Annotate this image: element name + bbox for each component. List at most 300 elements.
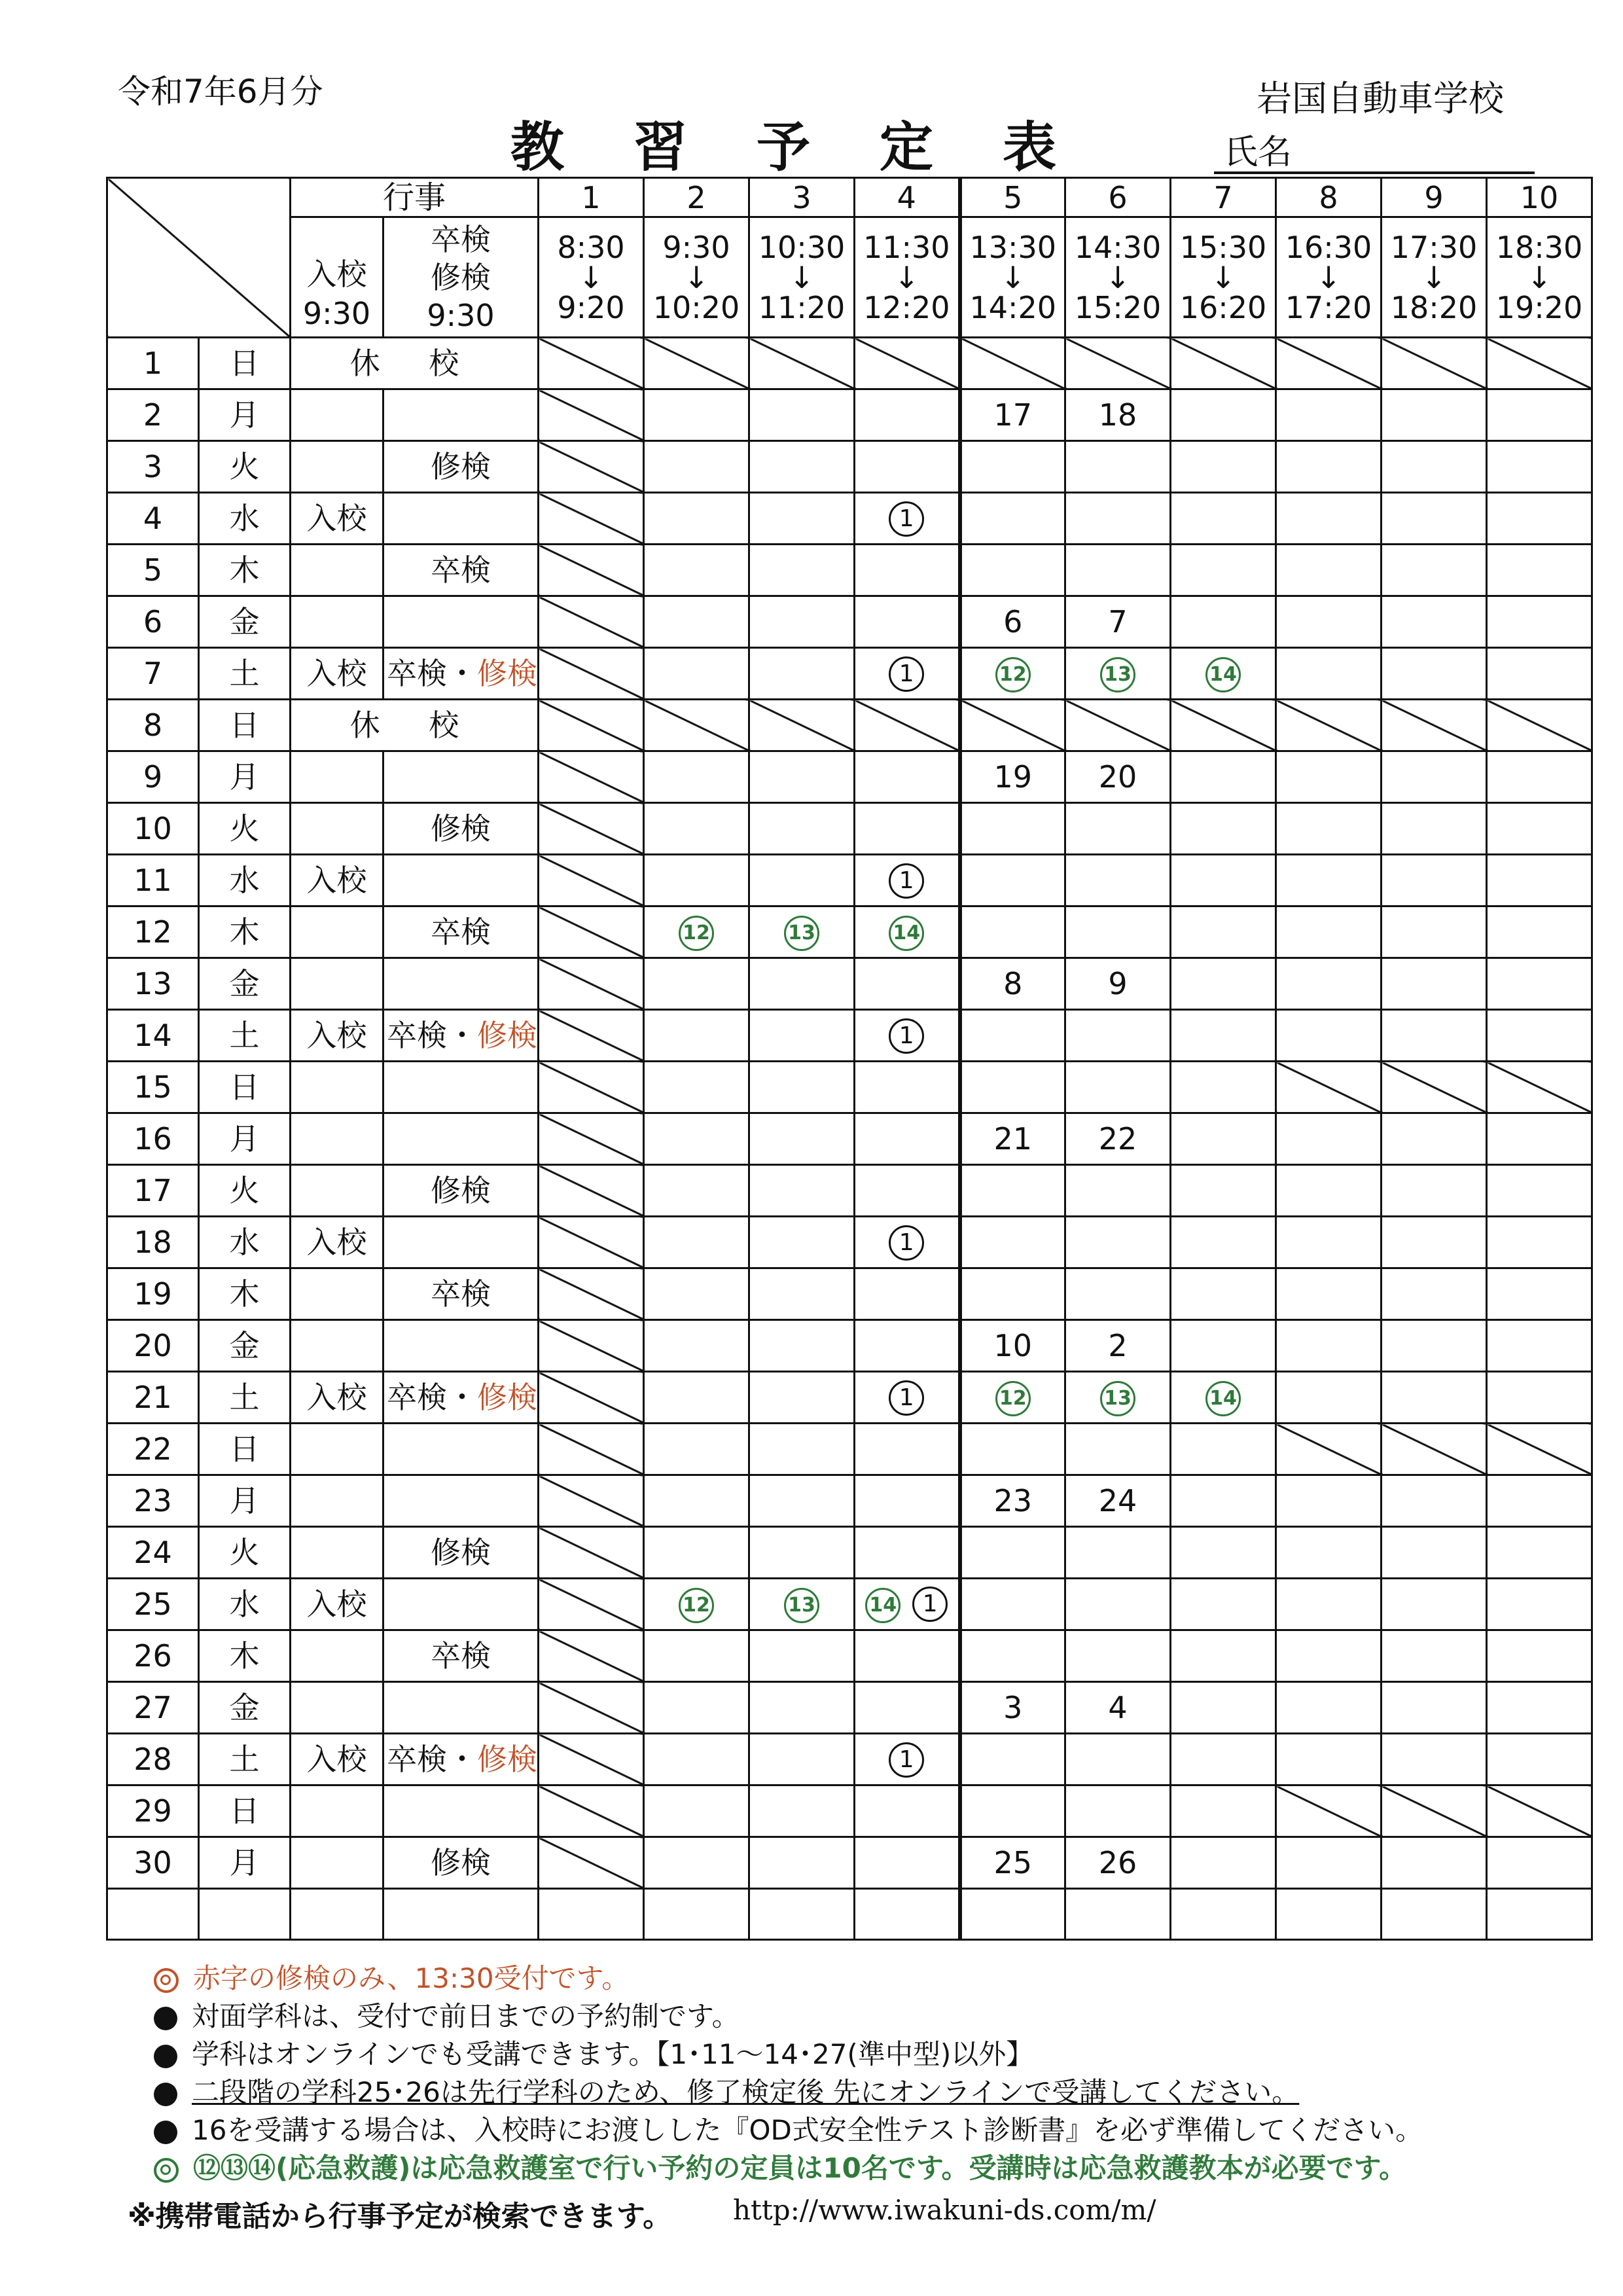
lesson-cell[interactable]	[1487, 1424, 1592, 1475]
lesson-cell[interactable]	[644, 1527, 749, 1579]
lesson-cell[interactable]	[1382, 389, 1487, 441]
lesson-cell[interactable]	[855, 1785, 960, 1837]
lesson-cell[interactable]	[644, 1113, 749, 1165]
lesson-cell[interactable]	[749, 1424, 855, 1475]
lesson-cell[interactable]	[1382, 1010, 1487, 1062]
lesson-cell[interactable]	[644, 1268, 749, 1320]
lesson-cell[interactable]	[644, 1217, 749, 1268]
lesson-cell[interactable]	[1065, 389, 1171, 441]
lesson-cell[interactable]	[1382, 803, 1487, 855]
lesson-cell[interactable]	[1065, 1062, 1171, 1113]
lesson-cell[interactable]	[1276, 855, 1382, 906]
lesson-cell[interactable]	[1487, 958, 1592, 1010]
lesson-cell[interactable]	[539, 1372, 644, 1424]
lesson-cell[interactable]	[960, 803, 1065, 855]
lesson-cell[interactable]	[1065, 1165, 1171, 1217]
lesson-cell[interactable]	[1171, 1372, 1276, 1424]
lesson-cell[interactable]	[644, 803, 749, 855]
lesson-cell[interactable]	[1171, 596, 1276, 648]
lesson-cell[interactable]	[749, 1372, 855, 1424]
lesson-cell[interactable]	[1382, 1165, 1487, 1217]
lesson-cell[interactable]	[1487, 1268, 1592, 1320]
lesson-cell[interactable]	[1065, 1527, 1171, 1579]
lesson-cell[interactable]	[1487, 1113, 1592, 1165]
lesson-cell[interactable]	[539, 906, 644, 958]
lesson-cell[interactable]	[1487, 1475, 1592, 1527]
lesson-cell[interactable]	[539, 596, 644, 648]
lesson-cell[interactable]	[855, 389, 960, 441]
lesson-cell[interactable]	[644, 596, 749, 648]
lesson-cell[interactable]	[644, 648, 749, 700]
lesson-cell[interactable]	[644, 1682, 749, 1734]
lesson-cell[interactable]	[1171, 1475, 1276, 1527]
lesson-cell[interactable]	[749, 1579, 855, 1630]
lesson-cell[interactable]	[1171, 1010, 1276, 1062]
lesson-cell[interactable]	[1065, 1372, 1171, 1424]
lesson-cell[interactable]	[960, 1734, 1065, 1785]
lesson-cell[interactable]	[1382, 1217, 1487, 1268]
lesson-cell[interactable]	[1487, 389, 1592, 441]
lesson-cell[interactable]	[749, 1734, 855, 1785]
lesson-cell[interactable]	[1065, 1630, 1171, 1682]
lesson-cell[interactable]	[749, 906, 855, 958]
lesson-cell[interactable]	[644, 441, 749, 493]
lesson-cell[interactable]	[1382, 1579, 1487, 1630]
lesson-cell[interactable]	[539, 493, 644, 545]
lesson-cell[interactable]	[539, 1682, 644, 1734]
lesson-cell[interactable]	[1171, 1682, 1276, 1734]
lesson-cell[interactable]	[749, 958, 855, 1010]
lesson-cell[interactable]	[1276, 1010, 1382, 1062]
lesson-cell[interactable]	[1276, 441, 1382, 493]
lesson-cell[interactable]	[855, 1579, 960, 1630]
lesson-cell[interactable]	[749, 1113, 855, 1165]
lesson-cell[interactable]	[1065, 1475, 1171, 1527]
lesson-cell[interactable]	[1276, 1113, 1382, 1165]
lesson-cell[interactable]	[855, 1424, 960, 1475]
lesson-cell[interactable]	[539, 1062, 644, 1113]
lesson-cell[interactable]	[539, 1630, 644, 1682]
lesson-cell[interactable]	[1487, 1837, 1592, 1889]
lesson-cell[interactable]	[1065, 1734, 1171, 1785]
lesson-cell[interactable]	[960, 855, 1065, 906]
lesson-cell[interactable]	[1382, 1372, 1487, 1424]
lesson-cell[interactable]	[1276, 1424, 1382, 1475]
lesson-cell[interactable]	[539, 855, 644, 906]
lesson-cell[interactable]	[644, 1320, 749, 1372]
lesson-cell[interactable]	[749, 1062, 855, 1113]
lesson-cell[interactable]	[539, 958, 644, 1010]
lesson-cell[interactable]	[1276, 389, 1382, 441]
lesson-cell[interactable]	[960, 751, 1065, 803]
lesson-cell[interactable]	[1171, 1527, 1276, 1579]
lesson-cell[interactable]	[1276, 338, 1382, 389]
lesson-cell[interactable]	[644, 700, 749, 751]
lesson-cell[interactable]	[539, 1785, 644, 1837]
lesson-cell[interactable]	[960, 906, 1065, 958]
lesson-cell[interactable]	[1171, 803, 1276, 855]
lesson-cell[interactable]	[1171, 1268, 1276, 1320]
lesson-cell[interactable]	[1171, 1630, 1276, 1682]
lesson-cell[interactable]	[855, 648, 960, 700]
lesson-cell[interactable]	[749, 1837, 855, 1889]
lesson-cell[interactable]	[960, 545, 1065, 596]
lesson-cell[interactable]	[1171, 958, 1276, 1010]
lesson-cell[interactable]	[960, 1785, 1065, 1837]
lesson-cell[interactable]	[1065, 1268, 1171, 1320]
lesson-cell[interactable]	[1171, 1113, 1276, 1165]
lesson-cell[interactable]	[960, 958, 1065, 1010]
lesson-cell[interactable]	[960, 1424, 1065, 1475]
lesson-cell[interactable]	[1171, 1320, 1276, 1372]
lesson-cell[interactable]	[960, 1837, 1065, 1889]
lesson-cell[interactable]	[1065, 1320, 1171, 1372]
lesson-cell[interactable]	[855, 338, 960, 389]
lesson-cell[interactable]	[1171, 1785, 1276, 1837]
lesson-cell[interactable]	[1171, 855, 1276, 906]
lesson-cell[interactable]	[855, 493, 960, 545]
lesson-cell[interactable]	[1276, 648, 1382, 700]
lesson-cell[interactable]	[1487, 906, 1592, 958]
lesson-cell[interactable]	[1487, 441, 1592, 493]
lesson-cell[interactable]	[855, 700, 960, 751]
lesson-cell[interactable]	[1382, 1424, 1487, 1475]
lesson-cell[interactable]	[644, 389, 749, 441]
lesson-cell[interactable]	[1065, 906, 1171, 958]
school-url-link[interactable]: http://www.iwakuni-ds.com/m/	[733, 2194, 1156, 2226]
lesson-cell[interactable]	[960, 1682, 1065, 1734]
lesson-cell[interactable]	[1487, 803, 1592, 855]
lesson-cell[interactable]	[855, 1113, 960, 1165]
lesson-cell[interactable]	[749, 1682, 855, 1734]
lesson-cell[interactable]	[855, 1837, 960, 1889]
lesson-cell[interactable]	[1382, 751, 1487, 803]
lesson-cell[interactable]	[1487, 596, 1592, 648]
lesson-cell[interactable]	[644, 1424, 749, 1475]
lesson-cell[interactable]	[749, 751, 855, 803]
lesson-cell[interactable]	[960, 493, 1065, 545]
lesson-cell[interactable]	[749, 803, 855, 855]
lesson-cell[interactable]	[1065, 1424, 1171, 1475]
lesson-cell[interactable]	[1171, 1062, 1276, 1113]
lesson-cell[interactable]	[855, 1475, 960, 1527]
lesson-cell[interactable]	[749, 700, 855, 751]
lesson-cell[interactable]	[644, 1734, 749, 1785]
lesson-cell[interactable]	[1171, 1217, 1276, 1268]
lesson-cell[interactable]	[1065, 1682, 1171, 1734]
lesson-cell[interactable]	[749, 389, 855, 441]
lesson-cell[interactable]	[855, 1734, 960, 1785]
lesson-cell[interactable]	[1487, 338, 1592, 389]
lesson-cell[interactable]	[1382, 493, 1487, 545]
lesson-cell[interactable]	[1065, 1579, 1171, 1630]
lesson-cell[interactable]	[1276, 751, 1382, 803]
lesson-cell[interactable]	[1382, 1527, 1487, 1579]
lesson-cell[interactable]	[1382, 596, 1487, 648]
lesson-cell[interactable]	[1171, 338, 1276, 389]
lesson-cell[interactable]	[1487, 1165, 1592, 1217]
lesson-cell[interactable]	[1382, 1785, 1487, 1837]
lesson-cell[interactable]	[749, 1165, 855, 1217]
lesson-cell[interactable]	[1276, 1372, 1382, 1424]
lesson-cell[interactable]	[749, 1630, 855, 1682]
lesson-cell[interactable]	[539, 1217, 644, 1268]
lesson-cell[interactable]	[539, 389, 644, 441]
lesson-cell[interactable]	[644, 855, 749, 906]
lesson-cell[interactable]	[539, 1320, 644, 1372]
lesson-cell[interactable]	[1171, 493, 1276, 545]
lesson-cell[interactable]	[1171, 751, 1276, 803]
lesson-cell[interactable]	[1065, 1785, 1171, 1837]
lesson-cell[interactable]	[960, 1579, 1065, 1630]
lesson-cell[interactable]	[1065, 855, 1171, 906]
lesson-cell[interactable]	[1171, 906, 1276, 958]
lesson-cell[interactable]	[644, 906, 749, 958]
lesson-cell[interactable]	[1487, 648, 1592, 700]
lesson-cell[interactable]	[1171, 1837, 1276, 1889]
lesson-cell[interactable]	[1171, 441, 1276, 493]
lesson-cell[interactable]	[1487, 1372, 1592, 1424]
lesson-cell[interactable]	[539, 1734, 644, 1785]
lesson-cell[interactable]	[644, 1010, 749, 1062]
lesson-cell[interactable]	[855, 441, 960, 493]
lesson-cell[interactable]	[1276, 1527, 1382, 1579]
lesson-cell[interactable]	[1171, 389, 1276, 441]
lesson-cell[interactable]	[749, 648, 855, 700]
lesson-cell[interactable]	[1276, 1268, 1382, 1320]
lesson-cell[interactable]	[539, 751, 644, 803]
lesson-cell[interactable]	[644, 545, 749, 596]
lesson-cell[interactable]	[539, 1268, 644, 1320]
lesson-cell[interactable]	[960, 1062, 1065, 1113]
lesson-cell[interactable]	[1382, 648, 1487, 700]
lesson-cell[interactable]	[644, 1475, 749, 1527]
lesson-cell[interactable]	[539, 1475, 644, 1527]
lesson-cell[interactable]	[1065, 493, 1171, 545]
lesson-cell[interactable]	[644, 1062, 749, 1113]
lesson-cell[interactable]	[539, 1165, 644, 1217]
lesson-cell[interactable]	[1487, 1320, 1592, 1372]
lesson-cell[interactable]	[644, 1579, 749, 1630]
lesson-cell[interactable]	[539, 1424, 644, 1475]
lesson-cell[interactable]	[539, 648, 644, 700]
lesson-cell[interactable]	[960, 1217, 1065, 1268]
lesson-cell[interactable]	[539, 545, 644, 596]
lesson-cell[interactable]	[1487, 493, 1592, 545]
lesson-cell[interactable]	[1487, 1682, 1592, 1734]
name-field-line[interactable]	[1214, 171, 1535, 174]
lesson-cell[interactable]	[855, 1010, 960, 1062]
lesson-cell[interactable]	[1487, 1630, 1592, 1682]
lesson-cell[interactable]	[960, 1630, 1065, 1682]
lesson-cell[interactable]	[855, 958, 960, 1010]
lesson-cell[interactable]	[1276, 1734, 1382, 1785]
lesson-cell[interactable]	[1276, 1320, 1382, 1372]
lesson-cell[interactable]	[749, 1475, 855, 1527]
lesson-cell[interactable]	[960, 1475, 1065, 1527]
lesson-cell[interactable]	[1171, 1165, 1276, 1217]
lesson-cell[interactable]	[1276, 545, 1382, 596]
lesson-cell[interactable]	[749, 493, 855, 545]
lesson-cell[interactable]	[855, 1268, 960, 1320]
lesson-cell[interactable]	[1382, 958, 1487, 1010]
lesson-cell[interactable]	[855, 1320, 960, 1372]
lesson-cell[interactable]	[1065, 1113, 1171, 1165]
lesson-cell[interactable]	[1171, 1424, 1276, 1475]
lesson-cell[interactable]	[644, 1630, 749, 1682]
lesson-cell[interactable]	[855, 1062, 960, 1113]
lesson-cell[interactable]	[1382, 1682, 1487, 1734]
lesson-cell[interactable]	[539, 1010, 644, 1062]
lesson-cell[interactable]	[1065, 648, 1171, 700]
lesson-cell[interactable]	[539, 1527, 644, 1579]
lesson-cell[interactable]	[1276, 803, 1382, 855]
lesson-cell[interactable]	[960, 648, 1065, 700]
lesson-cell[interactable]	[855, 803, 960, 855]
lesson-cell[interactable]	[960, 700, 1065, 751]
lesson-cell[interactable]	[539, 1113, 644, 1165]
lesson-cell[interactable]	[1276, 958, 1382, 1010]
lesson-cell[interactable]	[1382, 1630, 1487, 1682]
lesson-cell[interactable]	[644, 1165, 749, 1217]
lesson-cell[interactable]	[539, 1837, 644, 1889]
lesson-cell[interactable]	[1382, 1113, 1487, 1165]
lesson-cell[interactable]	[1276, 1630, 1382, 1682]
lesson-cell[interactable]	[960, 1527, 1065, 1579]
lesson-cell[interactable]	[1382, 1475, 1487, 1527]
lesson-cell[interactable]	[855, 1372, 960, 1424]
lesson-cell[interactable]	[1171, 545, 1276, 596]
lesson-cell[interactable]	[1171, 1734, 1276, 1785]
lesson-cell[interactable]	[1487, 1217, 1592, 1268]
lesson-cell[interactable]	[960, 389, 1065, 441]
lesson-cell[interactable]	[1065, 338, 1171, 389]
lesson-cell[interactable]	[1171, 648, 1276, 700]
lesson-cell[interactable]	[1487, 751, 1592, 803]
lesson-cell[interactable]	[644, 958, 749, 1010]
lesson-cell[interactable]	[1382, 855, 1487, 906]
lesson-cell[interactable]	[855, 545, 960, 596]
lesson-cell[interactable]	[1276, 493, 1382, 545]
lesson-cell[interactable]	[1065, 700, 1171, 751]
lesson-cell[interactable]	[749, 1010, 855, 1062]
lesson-cell[interactable]	[1487, 700, 1592, 751]
lesson-cell[interactable]	[1276, 1165, 1382, 1217]
lesson-cell[interactable]	[1276, 1785, 1382, 1837]
lesson-cell[interactable]	[855, 1527, 960, 1579]
lesson-cell[interactable]	[1171, 1579, 1276, 1630]
lesson-cell[interactable]	[1487, 1785, 1592, 1837]
lesson-cell[interactable]	[644, 1372, 749, 1424]
lesson-cell[interactable]	[855, 906, 960, 958]
lesson-cell[interactable]	[1487, 545, 1592, 596]
lesson-cell[interactable]	[1382, 338, 1487, 389]
lesson-cell[interactable]	[855, 596, 960, 648]
lesson-cell[interactable]	[539, 803, 644, 855]
lesson-cell[interactable]	[1276, 1475, 1382, 1527]
lesson-cell[interactable]	[1487, 1579, 1592, 1630]
lesson-cell[interactable]	[855, 1682, 960, 1734]
lesson-cell[interactable]	[749, 1320, 855, 1372]
lesson-cell[interactable]	[1065, 1010, 1171, 1062]
lesson-cell[interactable]	[1065, 441, 1171, 493]
lesson-cell[interactable]	[1065, 545, 1171, 596]
lesson-cell[interactable]	[960, 1010, 1065, 1062]
lesson-cell[interactable]	[749, 1217, 855, 1268]
lesson-cell[interactable]	[1171, 700, 1276, 751]
lesson-cell[interactable]	[749, 441, 855, 493]
lesson-cell[interactable]	[1382, 545, 1487, 596]
lesson-cell[interactable]	[855, 1217, 960, 1268]
lesson-cell[interactable]	[855, 751, 960, 803]
lesson-cell[interactable]	[1487, 1734, 1592, 1785]
lesson-cell[interactable]	[960, 596, 1065, 648]
lesson-cell[interactable]	[1065, 1217, 1171, 1268]
lesson-cell[interactable]	[749, 1268, 855, 1320]
lesson-cell[interactable]	[1382, 1062, 1487, 1113]
lesson-cell[interactable]	[749, 596, 855, 648]
lesson-cell[interactable]	[1382, 1268, 1487, 1320]
lesson-cell[interactable]	[539, 441, 644, 493]
lesson-cell[interactable]	[960, 1372, 1065, 1424]
lesson-cell[interactable]	[1065, 803, 1171, 855]
lesson-cell[interactable]	[539, 1579, 644, 1630]
lesson-cell[interactable]	[1276, 1062, 1382, 1113]
lesson-cell[interactable]	[960, 1165, 1065, 1217]
lesson-cell[interactable]	[1276, 1579, 1382, 1630]
lesson-cell[interactable]	[1276, 1837, 1382, 1889]
lesson-cell[interactable]	[539, 338, 644, 389]
lesson-cell[interactable]	[644, 338, 749, 389]
lesson-cell[interactable]	[1382, 700, 1487, 751]
lesson-cell[interactable]	[644, 493, 749, 545]
lesson-cell[interactable]	[960, 338, 1065, 389]
lesson-cell[interactable]	[960, 441, 1065, 493]
lesson-cell[interactable]	[749, 855, 855, 906]
lesson-cell[interactable]	[1487, 1062, 1592, 1113]
lesson-cell[interactable]	[1065, 958, 1171, 1010]
lesson-cell[interactable]	[1065, 596, 1171, 648]
lesson-cell[interactable]	[1487, 1527, 1592, 1579]
lesson-cell[interactable]	[960, 1268, 1065, 1320]
lesson-cell[interactable]	[1487, 1010, 1592, 1062]
lesson-cell[interactable]	[1382, 906, 1487, 958]
lesson-cell[interactable]	[1276, 1682, 1382, 1734]
lesson-cell[interactable]	[1276, 906, 1382, 958]
lesson-cell[interactable]	[855, 855, 960, 906]
lesson-cell[interactable]	[749, 545, 855, 596]
lesson-cell[interactable]	[749, 1527, 855, 1579]
lesson-cell[interactable]	[960, 1320, 1065, 1372]
lesson-cell[interactable]	[1382, 1837, 1487, 1889]
lesson-cell[interactable]	[1065, 1837, 1171, 1889]
lesson-cell[interactable]	[1276, 700, 1382, 751]
lesson-cell[interactable]	[749, 1785, 855, 1837]
lesson-cell[interactable]	[1382, 441, 1487, 493]
lesson-cell[interactable]	[1276, 1217, 1382, 1268]
lesson-cell[interactable]	[1382, 1734, 1487, 1785]
lesson-cell[interactable]	[855, 1630, 960, 1682]
lesson-cell[interactable]	[1065, 751, 1171, 803]
lesson-cell[interactable]	[644, 1837, 749, 1889]
lesson-cell[interactable]	[960, 1113, 1065, 1165]
lesson-cell[interactable]	[1276, 596, 1382, 648]
lesson-cell[interactable]	[749, 338, 855, 389]
lesson-cell[interactable]	[1382, 1320, 1487, 1372]
lesson-cell[interactable]	[539, 700, 644, 751]
lesson-cell[interactable]	[644, 751, 749, 803]
lesson-cell[interactable]	[1487, 855, 1592, 906]
